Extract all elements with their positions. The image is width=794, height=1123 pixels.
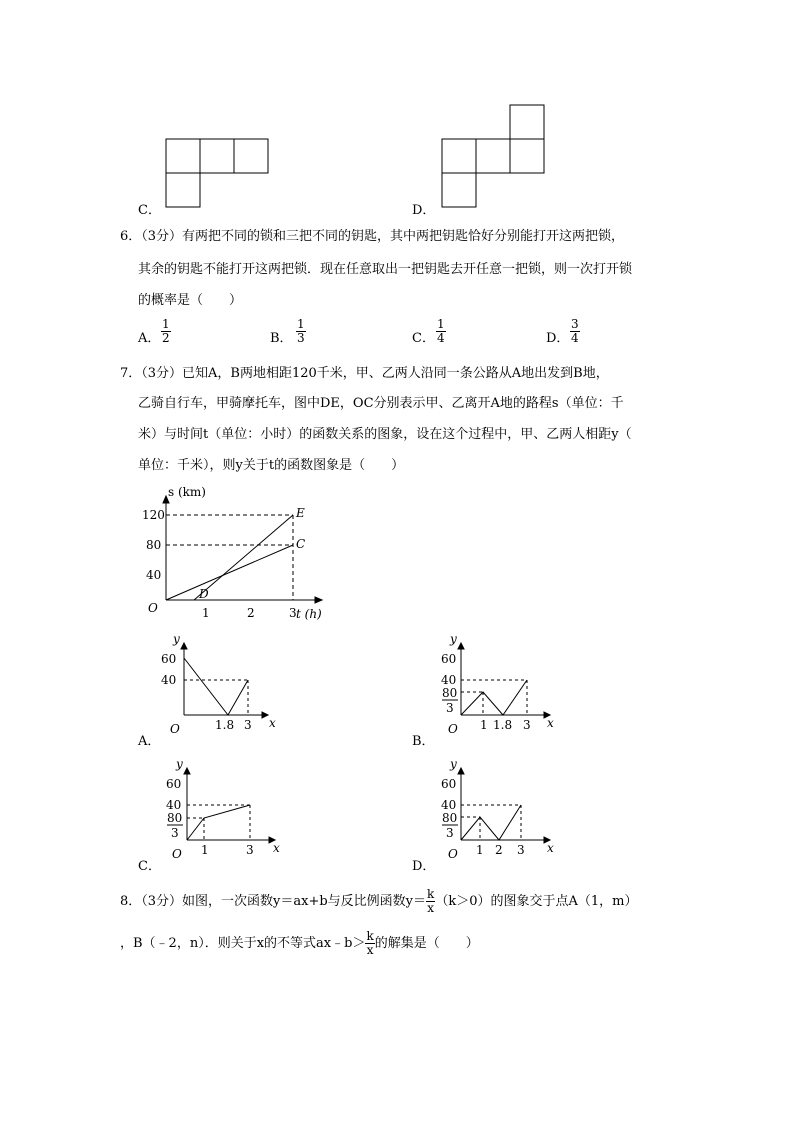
q8-fraction-1-num: k — [427, 887, 435, 901]
main-graph-t-label: t (h) — [296, 607, 322, 621]
option-d-ytick-frac-num: 80 — [442, 811, 458, 825]
q6-option-d-denominator: 4 — [571, 331, 579, 345]
option-a-ytick-40: 40 — [161, 673, 177, 687]
option-b-x-label: x — [547, 716, 554, 730]
q7-option-d-label[interactable]: D． — [412, 859, 436, 874]
option-a-x-label: x — [269, 716, 276, 730]
q6-option-c-numerator: 1 — [437, 317, 445, 331]
q7-line-2: 乙骑自行车，甲骑摩托车，图中DE，OC分别表示甲、乙离开A地的路程s（单位：千 — [138, 396, 624, 411]
option-c-x-label: x — [273, 841, 280, 855]
option-d-ytick-60: 60 — [441, 777, 457, 791]
q6-option-b-label[interactable]: B． — [270, 331, 293, 346]
q7-line-3: 米）与时间t（单位：小时）的函数关系的图象，设在这个过程中，甲、乙两人相距y（ — [138, 427, 632, 442]
option-b-ytick-40: 40 — [441, 673, 457, 687]
q7-line-1: 7．（3分）已知A，B两地相距120千米，甲、乙两人沿同一条公路从A地出发到B地， — [120, 366, 609, 381]
option-c-xtick-1: 1 — [201, 843, 209, 857]
option-b-xtick-1-8: 1.8 — [493, 718, 513, 732]
option-d-y-label: y — [450, 757, 457, 771]
option-a-graph — [181, 643, 268, 718]
q8-fraction-2-den: x — [366, 943, 374, 957]
option-b-ytick-frac-num: 80 — [442, 686, 458, 700]
main-graph-s-label: s (km) — [168, 485, 206, 499]
q6-option-b-numerator: 1 — [297, 317, 305, 331]
q6-line-1: 6．（3分）有两把不同的锁和三把不同的钥匙，其中两把钥匙恰好分别能打开这两把锁， — [120, 229, 625, 244]
option-d-xtick-2: 2 — [495, 843, 503, 857]
q8-fraction-2-num: k — [366, 929, 374, 943]
q7-option-a-label[interactable]: A． — [138, 734, 161, 749]
option-c-xtick-3: 3 — [246, 843, 254, 857]
q8-fraction-1-den: x — [427, 901, 435, 915]
option-c-ytick-frac-num: 80 — [167, 811, 183, 825]
main-graph-xtick-2: 2 — [247, 606, 255, 620]
main-graph-point-c: C — [296, 537, 306, 551]
main-graph-ytick-80: 80 — [146, 538, 162, 552]
option-d-graph — [458, 768, 550, 843]
option-c-y-label: y — [176, 757, 183, 771]
q6-option-c-denominator: 4 — [437, 331, 445, 345]
option-a-ytick-60: 60 — [161, 652, 177, 666]
q6-line-3: 的概率是（ ） — [138, 293, 243, 308]
main-graph-ytick-120: 120 — [142, 508, 165, 522]
main-graph-xtick-3: 3 — [289, 606, 297, 620]
q8-line-2 — [120, 930, 479, 957]
q6-option-d-label[interactable]: D． — [546, 331, 570, 346]
option-b-ytick-60: 60 — [441, 652, 457, 666]
option-c-ytick-40: 40 — [166, 798, 182, 812]
q8-fraction-2 — [365, 930, 374, 957]
main-graph-ytick-40: 40 — [146, 568, 162, 582]
option-d-origin: O — [448, 847, 458, 861]
main-graph-xtick-1: 1 — [202, 606, 210, 620]
q5-option-d-label[interactable]: D． — [412, 203, 436, 218]
option-b-graph — [458, 643, 550, 718]
main-graph-point-e: E — [296, 506, 305, 520]
main-graph-point-d: D — [199, 587, 209, 601]
q8-line-1 — [120, 888, 637, 915]
q7-option-c-label[interactable]: C． — [138, 859, 161, 874]
option-c-ytick-frac-den: 3 — [171, 826, 179, 840]
option-c-graph — [184, 768, 275, 843]
q6-option-a-numerator: 1 — [162, 317, 170, 331]
q6-option-c-label[interactable]: C． — [412, 331, 435, 346]
q5-option-c-label[interactable]: C． — [138, 203, 161, 218]
option-b-xtick-1: 1 — [480, 718, 488, 732]
q6-option-b-denominator: 3 — [297, 331, 305, 345]
q6-option-a-denominator: 2 — [162, 331, 170, 345]
option-d-ytick-frac-den: 3 — [446, 826, 454, 840]
q8-line-2-end: 的解集是（ ） — [374, 936, 479, 951]
option-a-y-label: y — [173, 632, 180, 646]
q8-line-1-end: （k＞0）的图象交于点A（1，m） — [435, 894, 638, 909]
q6-option-d-numerator: 3 — [571, 317, 579, 331]
option-b-origin: O — [448, 722, 458, 736]
q7-line-4: 单位：千米），则y关于t的函数图象是（ ） — [138, 458, 405, 473]
option-a-xtick-1-8: 1.8 — [215, 718, 235, 732]
q6-line-2: 其余的钥匙不能打开这两把锁．现在任意取出一把钥匙去开任意一把锁，则一次打开锁 — [138, 262, 633, 277]
option-d-xtick-3: 3 — [517, 843, 525, 857]
main-graph-origin: O — [148, 601, 158, 615]
option-c-origin: O — [172, 847, 182, 861]
q8-fraction-1 — [426, 888, 435, 915]
option-d-ytick-40: 40 — [441, 798, 457, 812]
q8-line-1-start: 8．（3分）如图，一次函数y＝ax+b与反比例函数y＝ — [120, 894, 427, 909]
option-c-ytick-60: 60 — [166, 777, 182, 791]
q7-option-b-label[interactable]: B． — [412, 734, 435, 749]
option-b-ytick-frac-den: 3 — [446, 701, 454, 715]
option-a-xtick-3: 3 — [244, 718, 252, 732]
option-d-x-label: x — [547, 841, 554, 855]
option-d-xtick-1: 1 — [476, 843, 484, 857]
q6-option-a-label[interactable]: A． — [138, 331, 161, 346]
q8-line-2-start: ，B（﹣2，n）．则关于x的不等式ax﹣b＞ — [120, 936, 366, 951]
option-a-origin: O — [170, 722, 180, 736]
option-b-xtick-3: 3 — [523, 718, 531, 732]
option-b-y-label: y — [450, 632, 457, 646]
